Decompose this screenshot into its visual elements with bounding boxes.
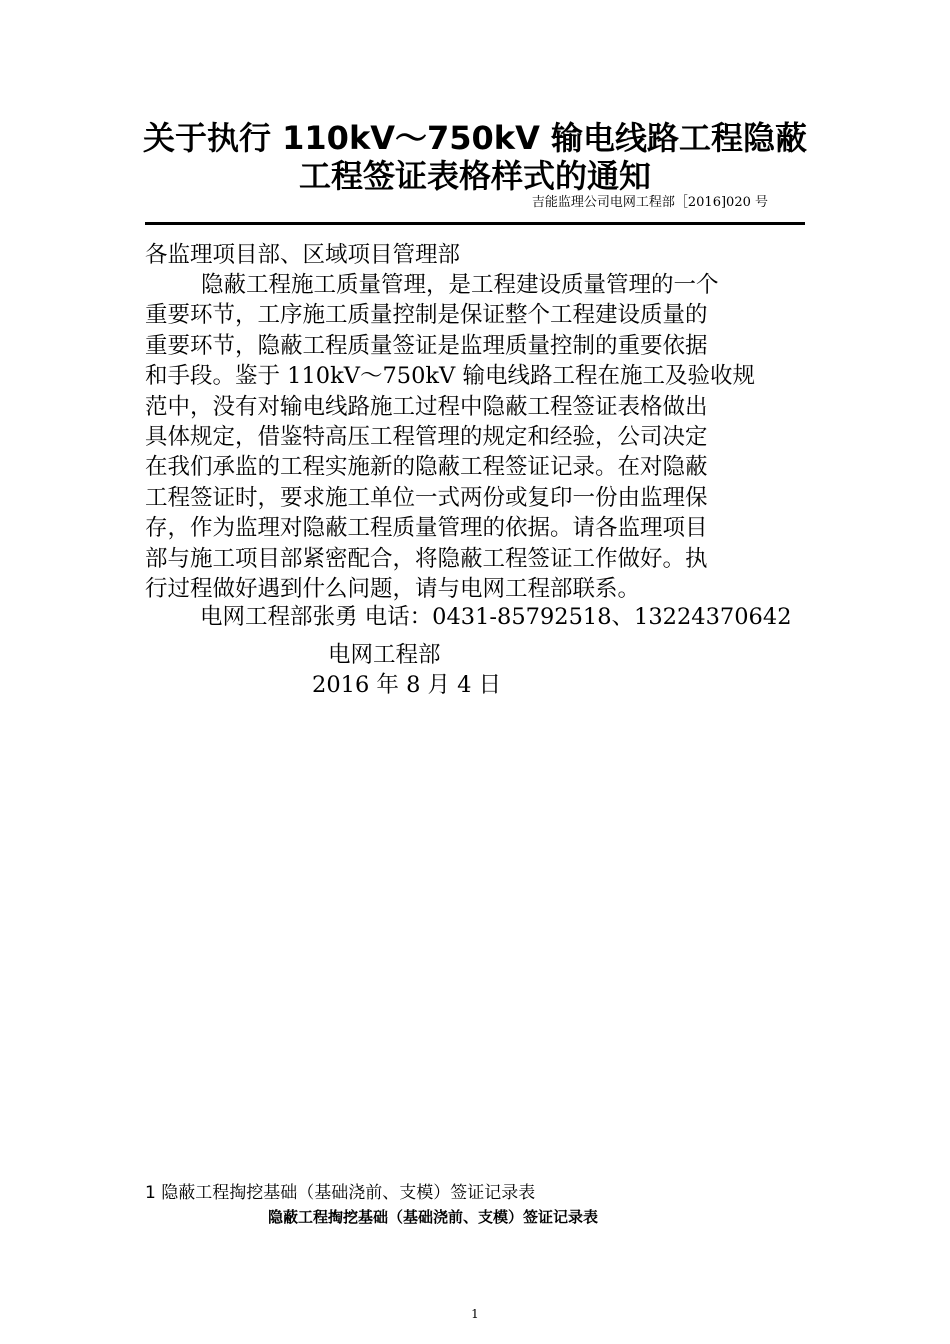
paragraph-line: 隐蔽工程施工质量管理，是工程建设质量管理的一个 — [201, 272, 719, 298]
attachment-item: 1 隐蔽工程掏挖基础（基础浇前、支模）签证记录表 — [145, 1183, 536, 1203]
paragraph-line: 具体规定，借鉴特高压工程管理的规定和经验，公司决定 — [145, 424, 708, 451]
paragraph-line: 重要环节，工序施工质量控制是保证整个工程建设质量的 — [145, 302, 708, 329]
paragraph-line: 工程签证时，要求施工单位一式两份或复印一份由监理保 — [145, 484, 708, 511]
signature-department: 电网工程部 — [328, 642, 441, 668]
contact-info: 电网工程部张勇 电话：0431-85792518、13224370642 — [200, 604, 792, 630]
document-title-line-1: 关于执行 110kV～750kV 输电线路工程隐蔽 — [143, 119, 807, 157]
header-divider — [145, 222, 805, 225]
attachment-title: 隐蔽工程掏挖基础（基础浇前、支模）签证记录表 — [268, 1208, 599, 1226]
paragraph-line: 重要环节，隐蔽工程质量签证是监理质量控制的重要依据 — [145, 332, 708, 359]
paragraph-line: 行过程做好遇到什么问题，请与电网工程部联系。 — [145, 576, 641, 603]
page-number: 1 — [471, 1307, 479, 1321]
paragraph-line: 范中，没有对输电线路施工过程中隐蔽工程签证表格做出 — [145, 393, 708, 420]
paragraph-line: 和手段。鉴于 110kV～750kV 输电线路工程在施工及验收规 — [145, 363, 755, 390]
paragraph-line: 存，作为监理对隐蔽工程质量管理的依据。请各监理项目 — [145, 515, 708, 542]
paragraph-line: 在我们承监的工程实施新的隐蔽工程签证记录。在对隐蔽 — [145, 454, 708, 481]
paragraph-line: 部与施工项目部紧密配合，将隐蔽工程签证工作做好。执 — [145, 545, 708, 572]
body-paragraph — [145, 270, 815, 604]
addressee: 各监理项目部、区域项目管理部 — [145, 242, 461, 268]
signature-date: 2016 年 8 月 4 日 — [312, 672, 502, 698]
document-title-line-2: 工程签证表格样式的通知 — [298, 157, 651, 195]
document-number: 吉能监理公司电网工程部［2016]020 号 — [531, 195, 768, 210]
